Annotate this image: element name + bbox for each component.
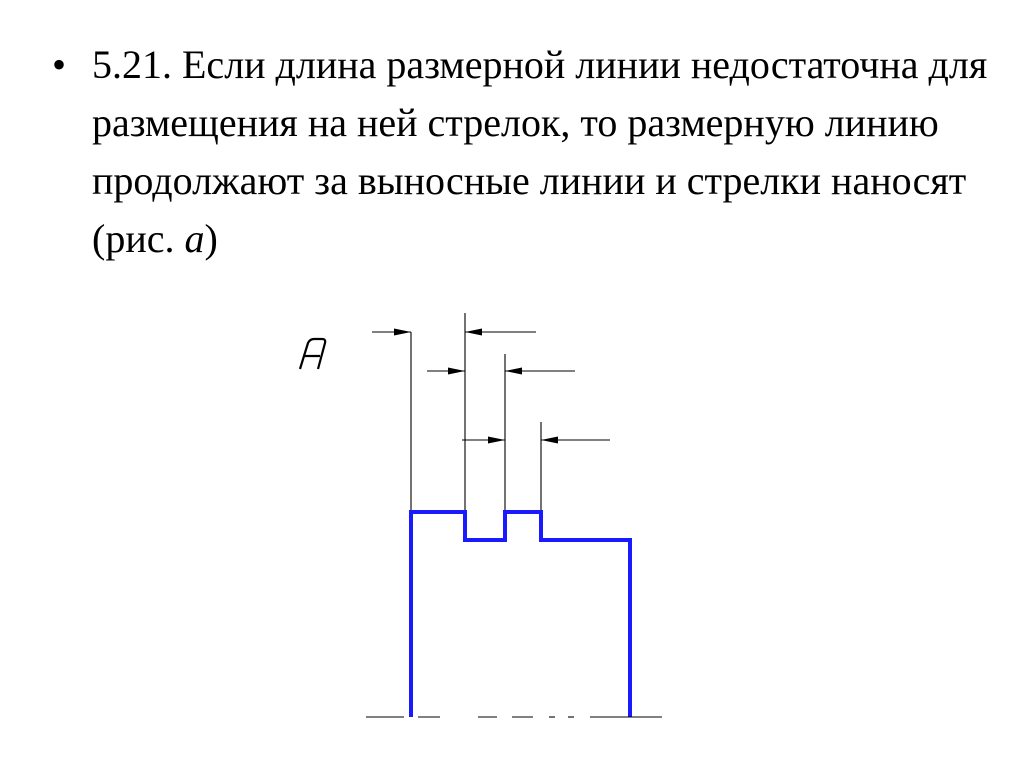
part-profile — [411, 512, 630, 717]
arrow-2-right — [505, 368, 522, 375]
arrow-1-left — [394, 329, 411, 336]
bullet-marker: • — [52, 42, 67, 87]
figure-reference: a — [184, 216, 205, 261]
extension-lines — [411, 313, 541, 510]
dimension-lines — [372, 332, 610, 440]
rule-text-close: ) — [204, 216, 218, 261]
arrowheads — [394, 329, 558, 444]
arrow-3-right — [541, 437, 558, 444]
arrow-1-right — [465, 329, 482, 336]
rule-text-main: 5.21. Если длина размерной линии недостаточна для размещения на ней стрелок, то размерную линию продолжают за выносные линии и стрелки наносят (рис. — [92, 42, 988, 261]
figure-label — [300, 339, 325, 369]
arrow-3-left — [488, 437, 505, 444]
figure-label-glyph — [300, 339, 325, 369]
arrow-2-left — [448, 368, 465, 375]
